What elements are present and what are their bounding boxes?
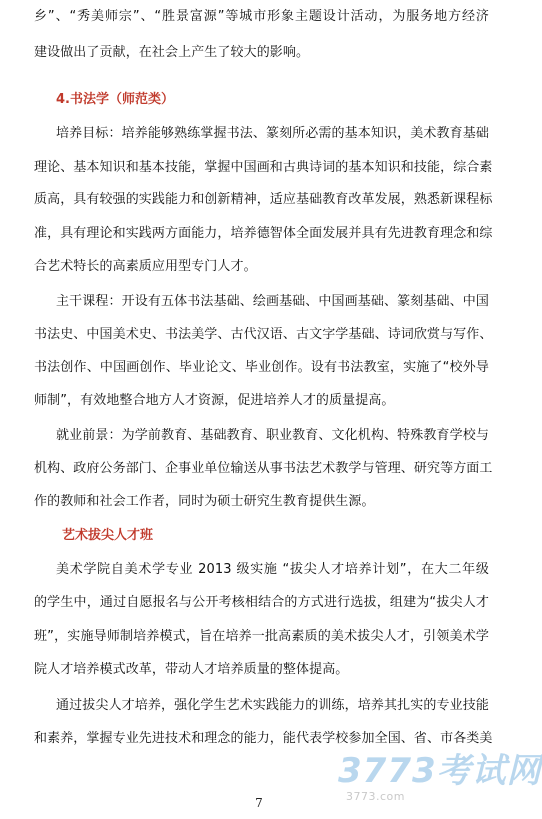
text-line: 院人才培养模式改革，带动人才培养质量的整体提高。 [34, 662, 349, 677]
text-line: 书法创作、中国画创作、毕业论文、毕业创作。设有书法教室，实施了“校外导 [34, 360, 489, 375]
text-line: 主干课程：开设有五体书法基础、绘画基础、中国画基础、篆刻基础、中国 [56, 294, 489, 309]
text-line: 理论、基本知识和基本技能，掌握中国画和古典诗词的基本知识和技能，综合素 [34, 160, 493, 175]
text-line: 作的教师和社会工作者，同时为硕士研究生教育提供生源。 [34, 494, 375, 509]
text-line: 质高，具有较强的实践能力和创新精神，适应基础教育改革发展，熟悉新课程标 [34, 192, 493, 207]
text-line: 合艺术特长的高素质应用型专门人才。 [34, 259, 257, 274]
page-number: 7 [255, 796, 263, 810]
section-heading-talent-class: 艺术拔尖人才班 [62, 528, 154, 543]
text-line: 师制”，有效地整合地方人才资源，促进培养人才的质量提高。 [34, 393, 395, 408]
text-line: 建设做出了贡献，在社会上产生了较大的影响。 [34, 45, 310, 60]
text-line: 的学生中，通过自愿报名与公开考核相结合的方式进行选拔，组建为“拔尖人才 [34, 595, 489, 610]
text-line: 准，具有理论和实践两方面能力，培养德智体全面发展并具有先进教育理念和综 [34, 226, 493, 241]
text-line: 美术学院自美术学专业 2013 级实施 “拔尖人才培养计划”，在大二年级 [56, 562, 489, 577]
text-line: 书法史、中国美术史、书法美学、古代汉语、古文字学基础、诗词欣赏与写作、 [34, 327, 493, 342]
text-line: 和素养，掌握专业先进技术和理念的能力，能代表学校参加全国、省、市各类美 [34, 731, 493, 746]
text-line: 通过拔尖人才培养，强化学生艺术实践能力的训练，培养其扎实的专业技能 [56, 698, 489, 713]
text-line: 班”，实施导师制培养模式，旨在培养一批高素质的美术拔尖人才，引领美术学 [34, 629, 489, 644]
text-line: 机构、政府公务部门、企事业单位输送从事书法艺术教学与管理、研究等方面工 [34, 461, 493, 476]
text-line: 培养目标：培养能够熟练掌握书法、篆刻所必需的基本知识，美术教育基础 [56, 126, 489, 141]
text-line: 就业前景：为学前教育、基础教育、职业教育、文化机构、特殊教育学校与 [56, 428, 489, 443]
text-line: 乡”、“秀美师宗”、“胜景富源”等城市形象主题设计活动，为服务地方经济 [34, 9, 489, 24]
watermark-url: 3773.com [346, 790, 405, 803]
watermark-logo-text: 3773考试网 [338, 751, 542, 791]
watermark-logo [338, 751, 542, 806]
section-heading-calligraphy: 4.书法学（师范类） [56, 92, 174, 107]
